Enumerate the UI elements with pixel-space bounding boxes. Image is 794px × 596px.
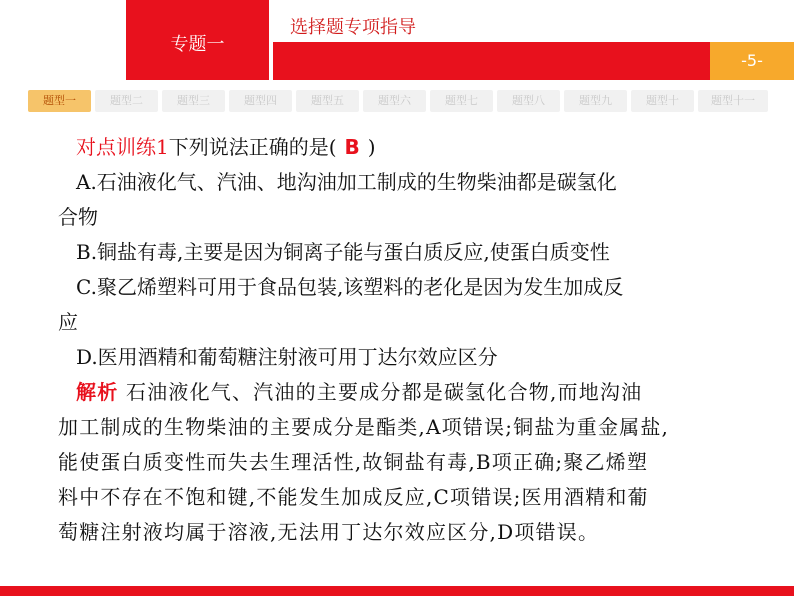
tab-type-10[interactable]: 题型十 xyxy=(631,90,694,112)
tab-type-5[interactable]: 题型五 xyxy=(296,90,359,112)
tab-type-7[interactable]: 题型七 xyxy=(430,90,493,112)
tab-type-8[interactable]: 题型八 xyxy=(497,90,560,112)
analysis-line4: 料中不存在不饱和键,不能发生加成反应,C项错误;医用酒精和葡 xyxy=(58,485,649,509)
stem-part-b: 说法正确的是( xyxy=(208,135,337,159)
analysis-block xyxy=(58,375,758,550)
option-b: B.铜盐有毒,主要是因为铜离子能与蛋白质反应,使蛋白质变性 xyxy=(76,240,610,264)
option-c-line1: C.聚乙烯塑料可用于食品包装,该塑料的老化是因为发生加成反 xyxy=(76,275,624,299)
header-bar xyxy=(273,42,710,80)
analysis-text-1: 石油液化气、汽油的主要成分都是碳氢化合物,而地沟油 xyxy=(125,380,643,404)
tab-type-1[interactable]: 题型一 xyxy=(28,90,91,112)
question-content xyxy=(58,130,758,550)
option-d: D.医用酒精和葡萄糖注射液可用丁达尔效应区分 xyxy=(76,345,498,369)
topic-label: 专题一 xyxy=(170,34,225,55)
answer-value: B xyxy=(344,135,360,159)
tab-type-4[interactable]: 题型四 xyxy=(229,90,292,112)
topic-block xyxy=(126,0,269,80)
option-c-line2: 应 xyxy=(58,310,78,334)
question-stem xyxy=(58,130,758,165)
page-title: 选择题专项指导 xyxy=(290,17,416,38)
page-number: -5- xyxy=(710,42,794,80)
option-a-line1: A.石油液化气、汽油、地沟油加工制成的生物柴油都是碳氢化 xyxy=(76,170,617,194)
analysis-line5: 萄糖注射液均属于溶液,无法用丁达尔效应区分,D项错误。 xyxy=(58,520,600,544)
analysis-line3: 能使蛋白质变性而失去生理活性,故铜盐有毒,B项正确;聚乙烯塑 xyxy=(58,450,649,474)
tab-type-11[interactable]: 题型十一 xyxy=(698,90,768,112)
tab-type-6[interactable]: 题型六 xyxy=(363,90,426,112)
type-tabs xyxy=(28,90,768,112)
tab-type-2[interactable]: 题型二 xyxy=(95,90,158,112)
analysis-line1 xyxy=(58,375,758,410)
stem-close: ) xyxy=(367,135,376,159)
tab-type-3[interactable]: 题型三 xyxy=(162,90,225,112)
stem-part-a: 下列 xyxy=(168,135,209,159)
option-a-line2: 合物 xyxy=(58,205,98,229)
analysis-label: 解析 xyxy=(76,380,119,404)
analysis-line2: 加工制成的生物柴油的主要成分是酯类,A项错误;铜盐为重金属盐, xyxy=(58,415,670,439)
footer-bar xyxy=(0,586,794,596)
tab-type-9[interactable]: 题型九 xyxy=(564,90,627,112)
question-label: 对点训练1 xyxy=(76,135,169,159)
